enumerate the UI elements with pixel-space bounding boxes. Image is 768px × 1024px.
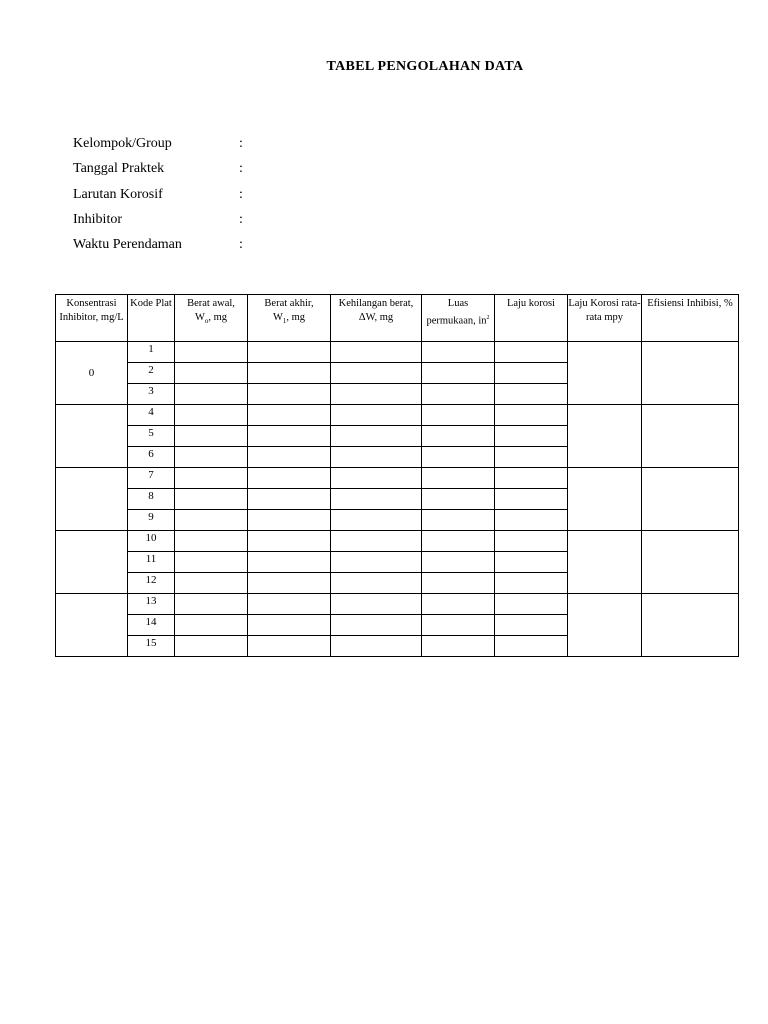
laju-rata-cell[interactable] [568,342,642,405]
laju-korosi-cell[interactable] [495,342,568,363]
kehilangan-cell[interactable] [331,384,422,405]
konsentrasi-cell[interactable] [56,531,128,594]
kode-plat-cell: 7 [128,468,175,489]
info-label: Larutan Korosif [73,186,163,202]
luas-cell[interactable] [422,510,495,531]
kode-plat-cell: 13 [128,594,175,615]
luas-cell[interactable] [422,468,495,489]
info-row-soak-time [73,235,243,260]
kehilangan-cell[interactable] [331,552,422,573]
berat-awal-cell[interactable] [175,426,248,447]
berat-awal-cell[interactable] [175,510,248,531]
berat-akhir-cell[interactable] [248,489,331,510]
kode-plat-cell: 2 [128,363,175,384]
berat-akhir-cell[interactable] [248,447,331,468]
laju-rata-cell[interactable] [568,531,642,594]
info-colon: : [239,211,243,227]
berat-awal-cell[interactable] [175,468,248,489]
page-title: TABEL PENGOLAHAN DATA [326,59,524,74]
header-unit: W [272,312,283,323]
berat-awal-cell[interactable] [175,573,248,594]
header-konsentrasi: Konsentrasi Inhibitor, mg/L [56,295,128,342]
luas-cell[interactable] [422,342,495,363]
konsentrasi-cell[interactable] [56,468,128,531]
berat-akhir-cell[interactable] [248,384,331,405]
table-row [56,594,739,615]
luas-cell[interactable] [422,615,495,636]
konsentrasi-cell[interactable]: 0 [56,342,128,405]
table-row [56,405,739,426]
kehilangan-cell[interactable] [331,636,422,657]
header-unit: , mg [286,312,306,323]
info-colon: : [239,237,243,253]
efisiensi-cell[interactable] [642,594,739,657]
info-colon: : [239,186,243,202]
kehilangan-cell[interactable] [331,615,422,636]
info-label: Tanggal Praktek [73,161,165,177]
kode-plat-cell: 10 [128,531,175,552]
laju-korosi-cell[interactable] [495,510,568,531]
efisiensi-cell[interactable] [642,468,739,531]
info-row-date [73,159,243,184]
kehilangan-cell[interactable] [331,573,422,594]
header-unit: W [194,312,205,323]
kode-plat-cell: 1 [128,342,175,363]
laju-korosi-cell[interactable] [495,531,568,552]
berat-akhir-cell[interactable] [248,594,331,615]
info-row-solution [73,185,243,210]
laju-korosi-cell[interactable] [495,615,568,636]
kode-plat-cell: 4 [128,405,175,426]
laju-korosi-cell[interactable] [495,426,568,447]
berat-akhir-cell[interactable] [248,636,331,657]
laju-korosi-cell[interactable] [495,363,568,384]
luas-cell[interactable] [422,384,495,405]
header-laju-korosi: Laju korosi [495,295,568,342]
laju-rata-cell[interactable] [568,468,642,531]
kode-plat-cell: 14 [128,615,175,636]
table-body [56,342,739,657]
berat-awal-cell[interactable] [175,489,248,510]
berat-akhir-cell[interactable] [248,342,331,363]
kode-plat-cell: 6 [128,447,175,468]
kehilangan-cell[interactable] [331,510,422,531]
luas-cell[interactable] [422,489,495,510]
laju-korosi-cell[interactable] [495,489,568,510]
header-luas [422,295,495,342]
header-sub: o [204,317,209,326]
header-text: Berat akhir, [264,298,314,309]
header-efisiensi: Efisiensi Inhibisi, % [642,295,739,342]
kehilangan-cell[interactable] [331,531,422,552]
berat-akhir-cell[interactable] [248,510,331,531]
konsentrasi-cell[interactable] [56,405,128,468]
header-unit: , mg [208,312,228,323]
header-sup: 2 [486,315,490,321]
berat-awal-cell[interactable] [175,447,248,468]
luas-cell[interactable] [422,636,495,657]
header-sub: 1 [282,317,287,326]
kode-plat-cell: 3 [128,384,175,405]
kode-plat-cell: 15 [128,636,175,657]
luas-cell[interactable] [422,426,495,447]
laju-korosi-cell[interactable] [495,573,568,594]
kehilangan-cell[interactable] [331,594,422,615]
kehilangan-cell[interactable] [331,447,422,468]
luas-cell[interactable] [422,363,495,384]
kode-plat-cell: 5 [128,426,175,447]
berat-awal-cell[interactable] [175,594,248,615]
data-table [55,294,739,657]
laju-rata-cell[interactable] [568,594,642,657]
laju-rata-cell[interactable] [568,405,642,468]
header-kode-plat: Kode Plat [128,295,175,342]
berat-akhir-cell[interactable] [248,552,331,573]
kehilangan-cell[interactable] [331,426,422,447]
info-label: Waktu Perendaman [73,237,182,253]
info-row-group [73,134,243,159]
header-berat-awal [175,295,248,342]
luas-cell[interactable] [422,594,495,615]
header-text: Berat awal, [187,298,235,309]
berat-awal-cell[interactable] [175,531,248,552]
header-text: Luas permukaan, in [426,298,487,327]
luas-cell[interactable] [422,405,495,426]
info-row-inhibitor [73,210,243,235]
efisiensi-cell[interactable] [642,405,739,468]
laju-korosi-cell[interactable] [495,384,568,405]
kehilangan-cell[interactable] [331,405,422,426]
berat-akhir-cell[interactable] [248,426,331,447]
laju-korosi-cell[interactable] [495,447,568,468]
berat-awal-cell[interactable] [175,363,248,384]
berat-akhir-cell[interactable] [248,468,331,489]
kehilangan-cell[interactable] [331,342,422,363]
laju-korosi-cell[interactable] [495,636,568,657]
berat-awal-cell[interactable] [175,342,248,363]
luas-cell[interactable] [422,447,495,468]
luas-cell[interactable] [422,531,495,552]
berat-awal-cell[interactable] [175,615,248,636]
konsentrasi-cell[interactable] [56,594,128,657]
laju-korosi-cell[interactable] [495,552,568,573]
table-row [56,468,739,489]
table-row [56,342,739,363]
berat-akhir-cell[interactable] [248,615,331,636]
laju-korosi-cell[interactable] [495,594,568,615]
kehilangan-cell[interactable] [331,468,422,489]
header-row [56,295,739,342]
luas-cell[interactable] [422,552,495,573]
berat-akhir-cell[interactable] [248,363,331,384]
laju-korosi-cell[interactable] [495,405,568,426]
berat-awal-cell[interactable] [175,552,248,573]
info-colon: : [239,161,243,177]
luas-cell[interactable] [422,573,495,594]
kode-plat-cell: 9 [128,510,175,531]
table-row [56,531,739,552]
kode-plat-cell: 11 [128,552,175,573]
berat-akhir-cell[interactable] [248,573,331,594]
info-label: Kelompok/Group [73,136,172,151]
header-laju-rata: Laju Korosi rata-rata mpy [568,295,642,342]
berat-awal-cell[interactable] [175,405,248,426]
info-label: Inhibitor [73,211,122,227]
berat-akhir-cell[interactable] [248,531,331,552]
kode-plat-cell: 12 [128,573,175,594]
kode-plat-cell: 8 [128,489,175,510]
kehilangan-cell[interactable] [331,363,422,384]
efisiensi-cell[interactable] [642,342,739,405]
header-berat-akhir [248,295,331,342]
info-colon: : [239,136,243,151]
laju-korosi-cell[interactable] [495,468,568,489]
info-block [73,134,243,260]
kehilangan-cell[interactable] [331,489,422,510]
berat-akhir-cell[interactable] [248,405,331,426]
berat-awal-cell[interactable] [175,384,248,405]
berat-awal-cell[interactable] [175,636,248,657]
header-kehilangan: Kehilangan berat, ΔW, mg [331,295,422,342]
efisiensi-cell[interactable] [642,531,739,594]
